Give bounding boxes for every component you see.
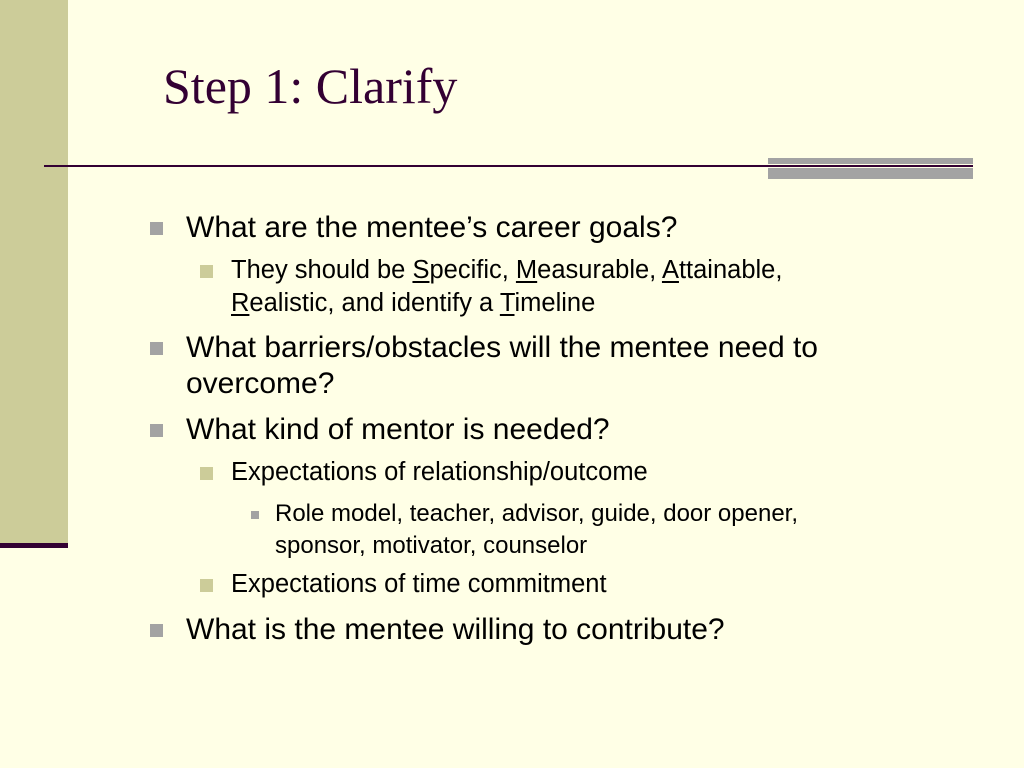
bullet-willing-to-contribute: What is the mentee willing to contribute? [186,613,725,646]
sub-sub-bullet-square-icon [251,511,259,519]
sub-bullet-square-icon [200,467,213,480]
bullet-career-goals: What are the mentee’s career goals? [186,211,678,244]
slide-title: Step 1: Clarify [163,58,458,114]
bullet-kind-of-mentor: What kind of mentor is needed? [186,413,610,446]
sub-bullet-square-icon [200,579,213,592]
smart-letter-t: T [499,289,515,317]
sub-sub-bullet-roles-line1: Role model, teacher, advisor, guide, door opener, [275,500,799,527]
bullet-square-icon [150,624,163,637]
sub-bullet-smart-line1 [231,254,782,286]
smart-letter-m: M [515,256,538,284]
bullet-barriers-line1: What barriers/obstacles will the mentee need to [186,331,818,364]
smart-text: ealistic, and identify a [249,289,500,317]
bullet-square-icon [150,342,163,355]
bullet-square-icon [150,222,163,235]
bullet-barriers-line2: overcome? [186,367,335,400]
smart-letter-s: S [412,256,430,284]
smart-text: They should be [231,256,413,284]
sub-bullet-smart-line2 [231,287,595,319]
sub-sub-bullet-roles-line2: sponsor, motivator, counselor [275,532,588,559]
smart-letter-a: A [661,256,679,284]
sub-bullet-time-commitment: Expectations of time commitment [231,570,607,598]
sub-bullet-square-icon [200,265,213,278]
smart-text: easurable, [537,256,662,284]
bullet-square-icon [150,424,163,437]
smart-text: pecific, [429,256,516,284]
smart-text: imeline [514,289,596,317]
smart-letter-r: R [231,289,250,317]
smart-text: ttainable, [678,256,783,284]
sub-bullet-relationship-outcome: Expectations of relationship/outcome [231,458,648,486]
